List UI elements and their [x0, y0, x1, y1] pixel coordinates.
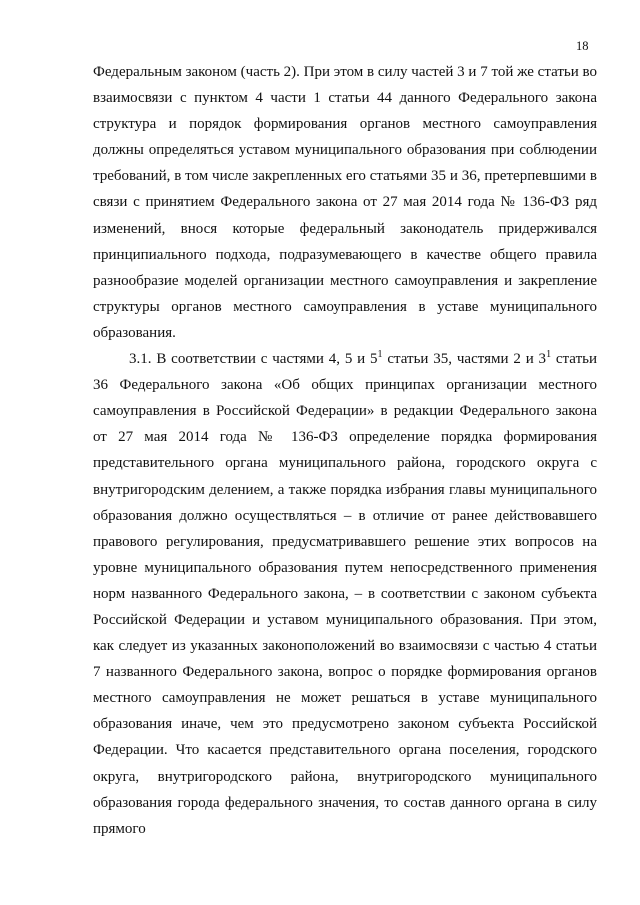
- superscript: 1: [546, 349, 552, 361]
- paragraph-text: статьи 35, частями 2 и 3: [382, 351, 547, 368]
- superscript: 1: [377, 349, 383, 361]
- page-number: 18: [576, 39, 589, 53]
- paragraph-continuation: [93, 59, 597, 346]
- paragraph-text: Федеральным законом (часть 2). При этом в силу частей 3 и 7 той же статьи во взаимосвязи с пунктом 4 части 1 статьи 44 данного Федерального закона структура и порядок формирования органов местного самоуправления должны определяться уставом муниципального образования при соблюдении требований, в том числе закрепленных его статьями 35 и 36, претерпевшими в связи с принятием Федерального закона от 27 мая 2014 года № 136-ФЗ ряд изменений, внося которые федеральный законодатель придерживался принципиального подхода, подразумевающего в качестве общего правила разнообразие моделей организации местного самоуправления и закрепление структуры органов местного самоуправления в уставе муниципального образования.: [93, 64, 597, 341]
- paragraph-text: статьи 36 Федерального закона «Об общих принципах организации местного самоуправления в Российской Федерации» в редакции Федерального закона от 27 мая 2014 года № 136-ФЗ определение порядка формирования представительного органа муниципального района, городского округа с внутригородским делением, а также порядка избрания главы муниципального образования должно осуществляться – в отличие от ранее действовавшего правового регулирования, предусматривавшего решение этих вопросов на уровне муниципального образования путем непосредственного применения норм названного Федерального закона, – в соответствии с законом субъекта Российской Федерации и уставом муниципального образования. При этом, как следует из указанных законоположений во взаимосвязи с частью 4 статьи 7 названного Федерального закона, вопрос о порядке формирования органов местного самоуправления не может решаться в уставе муниципального образования иначе, чем это предусмотрено законом субъекта Российской Федерации. Что касается представительного органа поселения, городского округа, внутригородского района, внутригородского муниципального образования города федерального значения, то состав данного органа в силу прямого: [93, 351, 597, 837]
- paragraph-text: 3.1. В соответствии с частями 4, 5 и 5: [129, 351, 378, 368]
- document-body: [93, 59, 597, 842]
- paragraph-section-3-1: [93, 346, 597, 842]
